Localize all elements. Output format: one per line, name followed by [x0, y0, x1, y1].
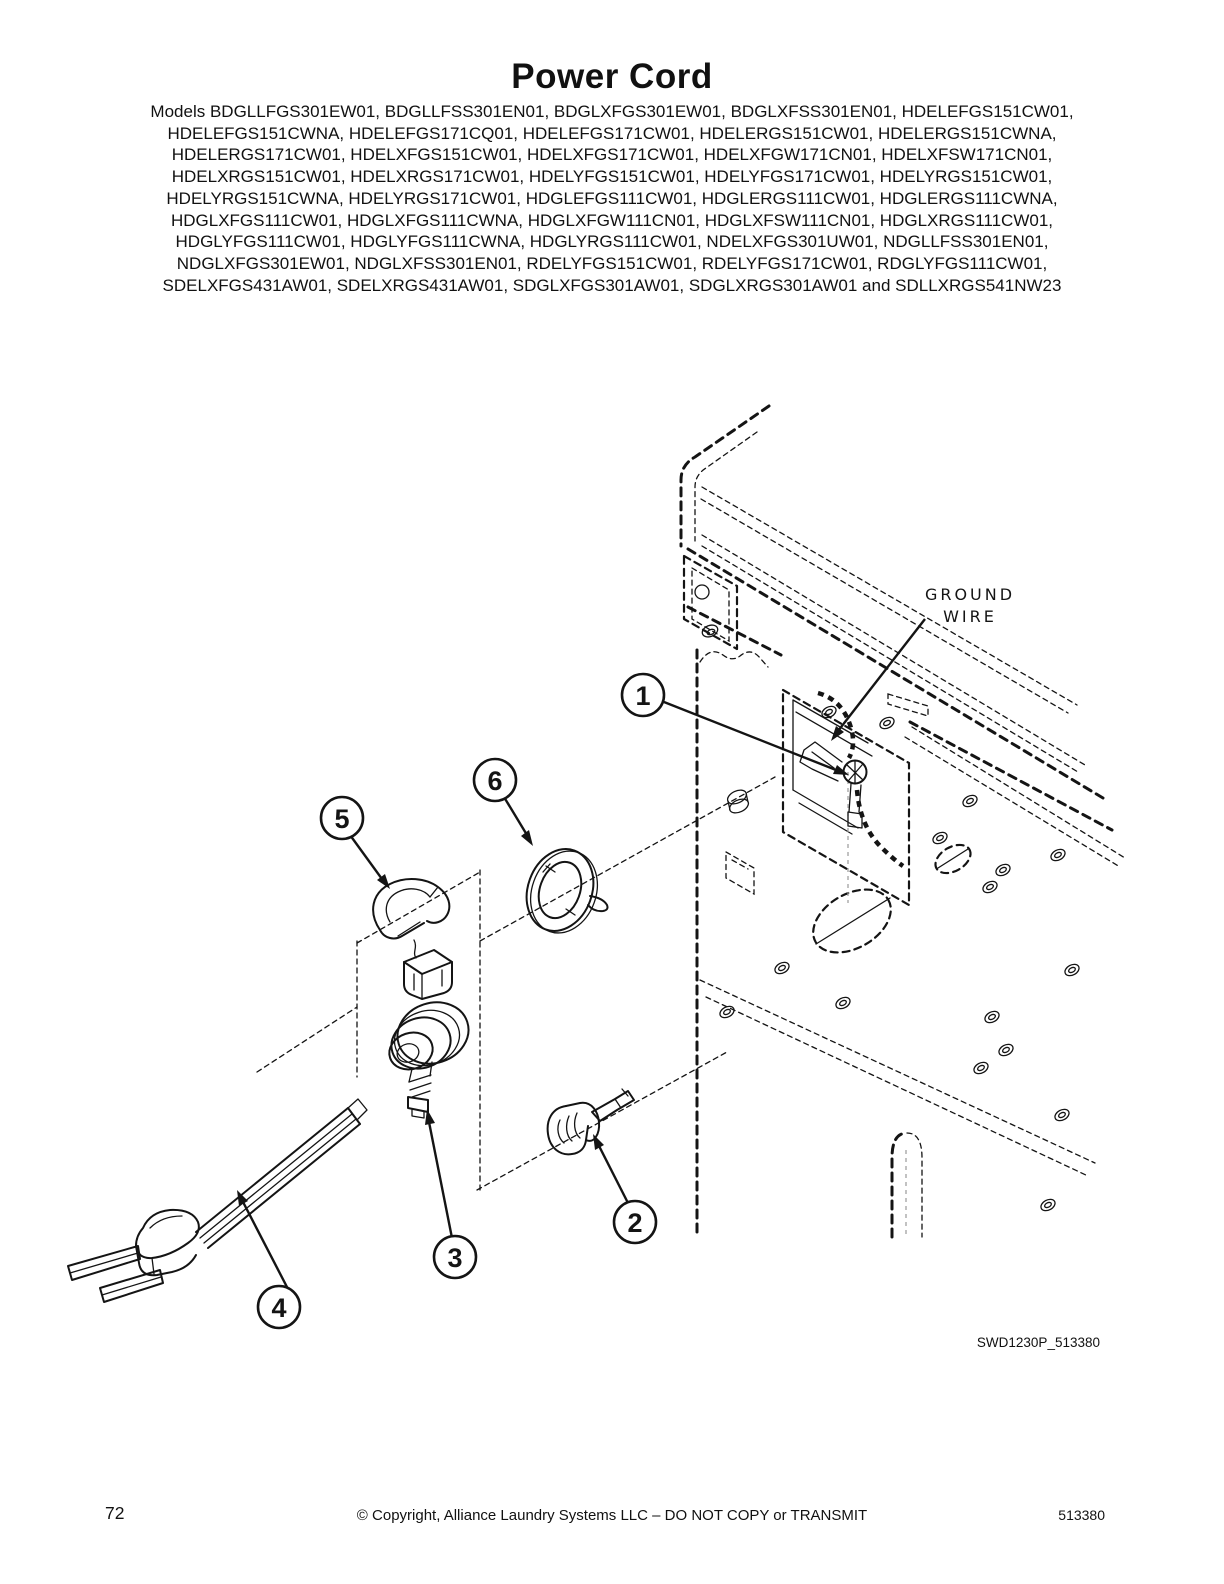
ground-wire-coil-lower — [857, 790, 903, 866]
part-power-cord — [68, 1099, 367, 1302]
standoff-detail — [725, 787, 750, 815]
models-line: Models BDGLLFGS301EW01, BDGLLFSS301EN01, BDGLXFGS301EW01, BDGLXFSS301EN01, HDELEFGS151CW01, — [150, 102, 1074, 121]
models-line: HDELXRGS151CW01, HDELXRGS171CW01, HDELYFGS151CW01, HDELYFGS171CW01, HDELYRGS151CW01, — [171, 167, 1053, 187]
ground-wire-label-line2: WIRE — [943, 607, 997, 626]
models-line: HDELYRGS151CWNA, HDELYRGS171CW01, HDGLEFGS111CW01, HDGLERGS111CW01, HDGLERGS111CWNA, — [166, 188, 1058, 208]
page-number: 72 — [105, 1503, 125, 1523]
models-line: NDGLXFGS301EW01, NDGLXFSS301EN01, RDELYFGS151CW01, RDELYFGS171CW01, RDGLYFGS111CW01, — [176, 253, 1048, 273]
svg-text:4: 4 — [271, 1293, 287, 1323]
svg-text:2: 2 — [627, 1208, 643, 1238]
ground-wire-label-line1: GROUND — [924, 585, 1016, 604]
models-line: SDELXFGS431AW01, SDELXRGS431AW01, SDGLXFGS301AW01, SDGLXRGS301AW01 and SDLLXRGS541NW23 — [162, 275, 1062, 295]
svg-text:5: 5 — [334, 804, 350, 834]
callout-5 — [321, 797, 390, 889]
callout-2 — [593, 1134, 656, 1243]
callout-3 — [425, 1109, 476, 1278]
callout-1 — [622, 674, 849, 775]
part-cord-clip — [373, 879, 452, 999]
svg-text:1: 1 — [635, 681, 651, 711]
models-line: HDELERGS171CW01, HDELXFGS151CW01, HDELXFGS171CW01, HDELXFGW171CN01, HDELXFSW171CN01, — [171, 145, 1053, 165]
cabinet-rear-panel — [681, 406, 1125, 1237]
callout-6 — [474, 759, 533, 846]
models-line: HDGLXFGS111CW01, HDGLXFGS111CWNA, HDGLXFGW111CN01, HDGLXFSW111CN01, HDGLXRGS111CW01, — [170, 210, 1054, 230]
ground-wire-assembly — [800, 693, 903, 866]
knockout-holes — [802, 839, 975, 965]
svg-text:3: 3 — [447, 1243, 463, 1273]
models-line: HDGLYFGS111CW01, HDGLYFGS111CWNA, HDGLYRGS111CW01, NDELXFGS301UW01, NDGLLFSS301EN01, — [175, 232, 1049, 252]
copyright-notice: © Copyright, Alliance Laundry Systems LLC – DO NOT COPY or TRANSMIT — [356, 1507, 868, 1524]
callout-4 — [237, 1190, 300, 1328]
page-title: Power Cord — [511, 57, 713, 96]
part-strain-relief-ring — [516, 840, 609, 943]
bracket-hole — [695, 585, 709, 599]
models-line: HDELEFGS151CWNA, HDELEFGS171CQ01, HDELEFGS171CW01, HDELERGS151CW01, HDELERGS151CWNA, — [167, 123, 1057, 143]
document-number: 513380 — [1058, 1507, 1105, 1523]
part-strain-relief-bushing — [385, 993, 477, 1118]
plug-body — [136, 1210, 199, 1258]
svg-text:6: 6 — [487, 766, 503, 796]
figure-caption: SWD1230P_513380 — [976, 1335, 1100, 1350]
